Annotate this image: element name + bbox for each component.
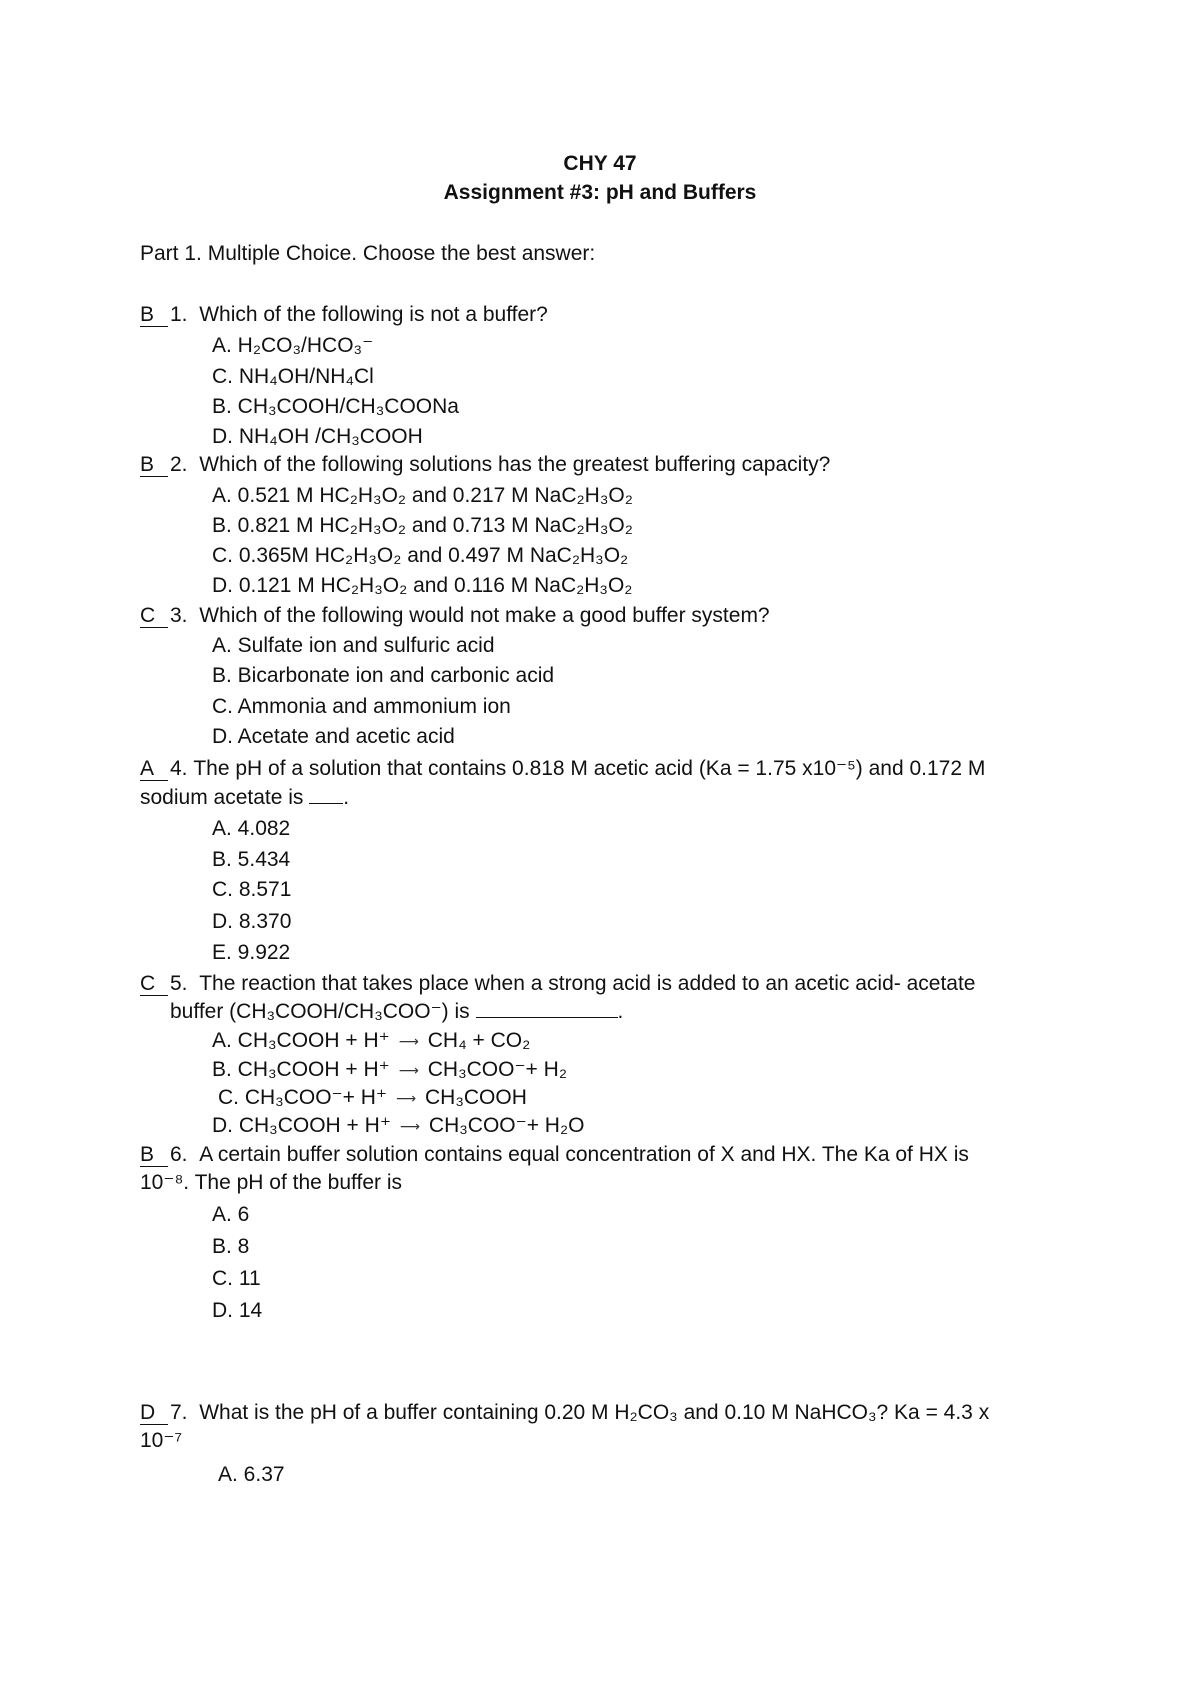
option: E. 9.922 [212,941,291,964]
answer-2: B [140,454,168,477]
answer-4: A [140,758,168,781]
arrow-icon: ⟶ [395,1090,417,1107]
option: D. 0.121 M HC₂H₃O₂ and 0.116 M NaC₂H₃O₂ [212,574,633,597]
option: C. 8.571 [212,878,292,901]
assignment-title: Assignment #3: pH and Buffers [443,181,757,204]
option: A. Sulfate ion and sulfuric acid [212,634,495,657]
option: D. 14 [212,1299,263,1322]
question-number: 5. [170,972,188,995]
products: CH₃COOH [424,1086,527,1109]
question-text-cont: 10⁻⁷ [140,1429,183,1452]
question-3 [140,603,770,629]
option: B. CH₃COOH/CH₃COONa [212,395,459,418]
question-2 [140,452,830,478]
answer-blank [476,1017,618,1018]
question-text: The reaction that takes place when a strong acid is added to an acetic acid- acetate [199,972,976,995]
answer-1: B [140,304,168,327]
reaction-option [218,1085,527,1111]
option: A. 6.37 [218,1463,285,1486]
question-text: What is the pH of a buffer containing 0.20 M H₂CO₃ and 0.10 M NaHCO₃? Ka = 4.3 x [199,1401,990,1424]
question-6 [140,1142,969,1168]
products: CH₃COO⁻+ H₂ [427,1058,567,1081]
option: A. 4.082 [212,817,291,840]
question-text-cont: 10⁻⁸. The pH of the buffer is [140,1171,402,1194]
question-7 [140,1400,989,1426]
question-number: 6. [170,1143,188,1166]
products: CH₄ + CO₂ [427,1029,531,1052]
answer-6: B [140,1144,168,1167]
option: D. Acetate and acetic acid [212,725,455,748]
question-text: A certain buffer solution contains equal concentration of X and HX. The Ka of HX is [199,1143,969,1166]
question-5-continued [170,999,623,1025]
arrow-icon: ⟶ [398,1062,419,1079]
option: C. Ammonia and ammonium ion [212,695,511,718]
answer-blank [309,803,343,804]
option: C. 0.365M HC₂H₃O₂ and 0.497 M NaC₂H₃O₂ [212,544,629,567]
period: . [617,1000,624,1023]
reaction-option [212,1057,567,1083]
option: D. 8.370 [212,910,292,933]
option: C. NH₄OH/NH₄Cl [212,365,374,388]
reactants: D. CH₃COOH + H⁺ [212,1114,391,1137]
reactants: A. CH₃COOH + H⁺ [212,1029,390,1052]
answer-5: C [140,973,168,996]
reactants: C. CH₃COO⁻+ H⁺ [218,1086,387,1109]
arrow-icon: ⟶ [398,1033,419,1050]
answer-3: C [140,605,168,628]
products: CH₃COO⁻+ H₂O [428,1114,585,1137]
question-number: 3. [170,604,188,627]
course-code: CHY 47 [563,152,637,175]
option: A. 0.521 M HC₂H₃O₂ and 0.217 M NaC₂H₃O₂ [212,484,633,507]
option: C. 11 [212,1267,261,1290]
question-text: Which of the following would not make a good buffer system? [199,604,770,627]
option: B. 8 [212,1235,250,1258]
option: A. 6 [212,1203,250,1226]
part1-instructions: Part 1. Multiple Choice. Choose the best answer: [140,242,596,265]
question-text: Which of the following is not a buffer? [199,303,548,326]
option: A. H₂CO₃/HCO₃⁻ [212,334,374,357]
option: B. 5.434 [212,848,291,871]
question-number: 2. [170,453,188,476]
reactants: B. CH₃COOH + H⁺ [212,1058,390,1081]
question-5 [140,971,976,997]
reaction-option [212,1028,530,1054]
question-number: 4. [170,757,188,780]
period: . [343,786,350,809]
option: D. NH₄OH /CH₃COOH [212,425,423,448]
question-number: 1. [170,303,188,326]
answer-7: D [140,1402,168,1425]
question-1 [140,302,548,328]
option: B. Bicarbonate ion and carbonic acid [212,664,555,687]
question-text-cont: sodium acetate is [140,786,304,809]
question-text-cont: buffer (CH₃COOH/CH₃COO⁻) is [170,1000,470,1023]
reaction-option [212,1113,584,1139]
question-number: 7. [170,1401,188,1424]
question-text: The pH of a solution that contains 0.818 M acetic acid (Ka = 1.75 x10⁻⁵) and 0.172 M [193,757,986,780]
arrow-icon: ⟶ [399,1118,420,1135]
question-4 [140,756,985,782]
option: B. 0.821 M HC₂H₃O₂ and 0.713 M NaC₂H₃O₂ [212,514,633,537]
question-4-continued [140,785,349,811]
question-text: Which of the following solutions has the greatest buffering capacity? [199,453,831,476]
